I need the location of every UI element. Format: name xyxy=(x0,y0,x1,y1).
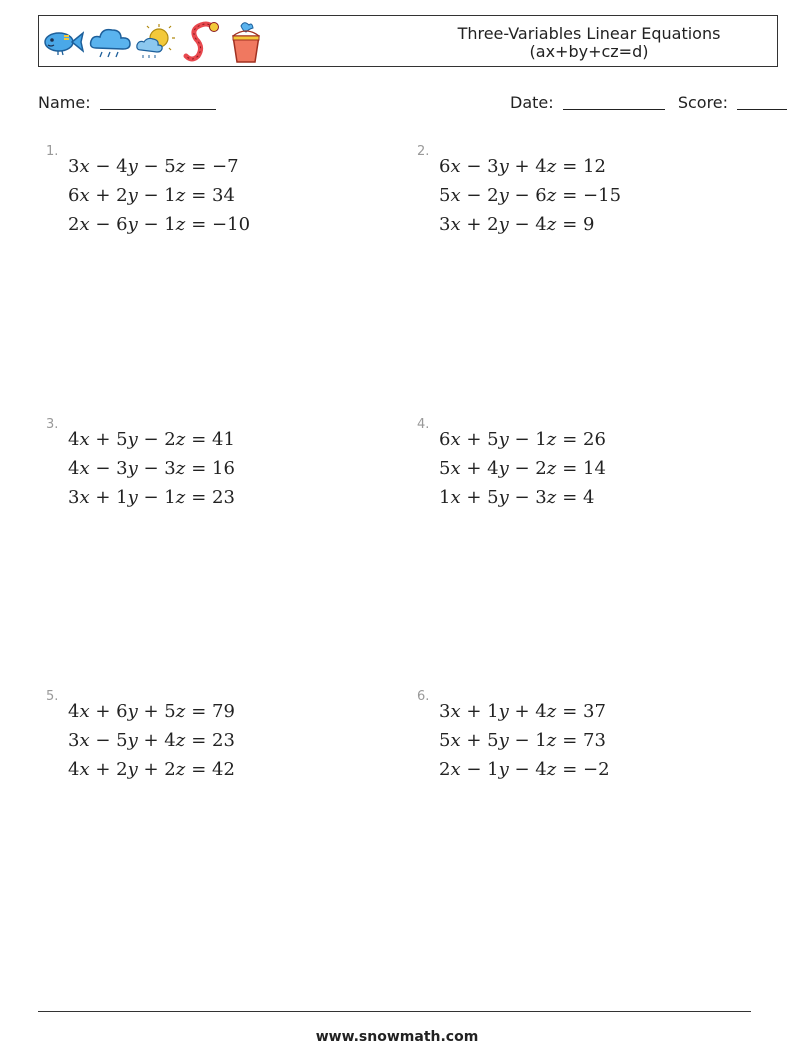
coefficient: + 2 xyxy=(89,759,128,780)
coefficient: − 1 xyxy=(137,185,176,206)
equation-lhs xyxy=(68,697,185,726)
variable: z xyxy=(546,701,557,722)
equation-lhs xyxy=(439,483,556,512)
coefficient: + 1 xyxy=(89,487,128,508)
variable: x xyxy=(79,487,90,508)
coefficient: − 3 xyxy=(508,487,547,508)
variable: x xyxy=(79,214,90,235)
equation-system xyxy=(68,152,250,239)
equation-system xyxy=(439,425,606,512)
equation-rhs: = 26 xyxy=(562,429,606,450)
bucket-icon xyxy=(228,20,264,64)
variable: z xyxy=(175,730,186,751)
equation-lhs xyxy=(439,181,556,210)
coefficient: + 2 xyxy=(89,185,128,206)
variable: y xyxy=(498,214,509,235)
equation-rhs: = 42 xyxy=(191,759,235,780)
problem-number: 4. xyxy=(417,417,430,432)
coefficient: − 6 xyxy=(89,214,128,235)
coefficient: − 3 xyxy=(137,458,176,479)
equation-rhs: = −10 xyxy=(191,214,251,235)
coefficient: − 4 xyxy=(508,214,547,235)
fish-icon xyxy=(42,24,84,58)
equation-row xyxy=(68,181,250,210)
equation-row xyxy=(439,210,621,239)
coefficient: 6 xyxy=(439,429,451,450)
variable: y xyxy=(127,759,138,780)
coefficient: 3 xyxy=(68,156,80,177)
variable: y xyxy=(127,429,138,450)
problem-2 xyxy=(417,144,757,254)
variable: y xyxy=(127,701,138,722)
equation-system xyxy=(439,697,610,784)
equation-lhs xyxy=(439,726,556,755)
coefficient: + 1 xyxy=(460,701,499,722)
variable: x xyxy=(450,185,461,206)
variable: x xyxy=(79,730,90,751)
variable: z xyxy=(546,458,557,479)
coefficient: + 4 xyxy=(508,701,547,722)
worksheet-title: Three-Variables Linear Equations xyxy=(457,24,721,43)
coefficient: 2 xyxy=(68,214,80,235)
equation-rhs: = −2 xyxy=(562,759,610,780)
variable: z xyxy=(175,185,186,206)
name-row xyxy=(38,93,216,112)
coefficient: 4 xyxy=(68,759,80,780)
score-blank[interactable] xyxy=(737,93,787,110)
equation-rhs: = 73 xyxy=(562,730,606,751)
coefficient: 3 xyxy=(68,730,80,751)
header-icons xyxy=(42,20,272,64)
variable: y xyxy=(127,487,138,508)
equation-rhs: = 9 xyxy=(562,214,595,235)
equation-lhs xyxy=(439,152,556,181)
equation-lhs xyxy=(68,210,185,239)
date-label: Date: xyxy=(510,93,554,112)
variable: z xyxy=(175,429,186,450)
name-label: Name: xyxy=(38,93,91,112)
coefficient: 4 xyxy=(68,458,80,479)
variable: y xyxy=(498,185,509,206)
variable: z xyxy=(546,429,557,450)
equation-row xyxy=(439,697,610,726)
problem-number: 3. xyxy=(46,417,59,432)
problem-number: 5. xyxy=(46,689,59,704)
problem-1 xyxy=(46,144,386,254)
coefficient: − 4 xyxy=(508,759,547,780)
coefficient: − 6 xyxy=(508,185,547,206)
variable: z xyxy=(546,730,557,751)
variable: x xyxy=(450,429,461,450)
equation-lhs xyxy=(439,210,556,239)
problem-number: 6. xyxy=(417,689,430,704)
variable: x xyxy=(79,701,90,722)
variable: y xyxy=(127,156,138,177)
rain-cloud-icon xyxy=(88,24,134,60)
equation-rhs: = 23 xyxy=(191,487,235,508)
equation-rhs: = 16 xyxy=(191,458,235,479)
equation-row xyxy=(439,152,621,181)
coefficient: + 5 xyxy=(137,701,176,722)
variable: z xyxy=(175,458,186,479)
coefficient: 3 xyxy=(439,214,451,235)
variable: x xyxy=(450,214,461,235)
variable: y xyxy=(498,156,509,177)
equation-row xyxy=(439,454,606,483)
variable: y xyxy=(498,701,509,722)
coefficient: + 4 xyxy=(508,156,547,177)
coefficient: 3 xyxy=(439,701,451,722)
coefficient: + 2 xyxy=(137,759,176,780)
variable: x xyxy=(450,487,461,508)
coefficient: 2 xyxy=(439,759,451,780)
problem-6 xyxy=(417,689,757,799)
coefficient: − 1 xyxy=(137,487,176,508)
coefficient: − 2 xyxy=(460,185,499,206)
variable: z xyxy=(546,214,557,235)
coefficient: + 2 xyxy=(460,214,499,235)
coefficient: + 5 xyxy=(460,429,499,450)
worm-icon xyxy=(182,20,220,64)
problem-5 xyxy=(46,689,386,799)
variable: x xyxy=(79,185,90,206)
variable: x xyxy=(450,701,461,722)
variable: y xyxy=(498,730,509,751)
coefficient: 5 xyxy=(439,458,451,479)
variable: x xyxy=(79,759,90,780)
problem-4 xyxy=(417,417,757,527)
footer-divider xyxy=(38,1011,751,1012)
name-blank[interactable] xyxy=(100,93,216,110)
equation-lhs xyxy=(68,483,185,512)
equation-row xyxy=(68,454,235,483)
variable: x xyxy=(450,156,461,177)
variable: y xyxy=(498,458,509,479)
equation-row xyxy=(439,181,621,210)
equation-system xyxy=(68,425,235,512)
problem-3 xyxy=(46,417,386,527)
equation-lhs xyxy=(68,181,185,210)
variable: z xyxy=(546,759,557,780)
coefficient: − 2 xyxy=(137,429,176,450)
coefficient: 5 xyxy=(439,185,451,206)
coefficient: + 5 xyxy=(460,730,499,751)
coefficient: 1 xyxy=(439,487,451,508)
variable: y xyxy=(498,759,509,780)
equation-row xyxy=(68,697,235,726)
equation-rhs: = −15 xyxy=(562,185,622,206)
worksheet-header xyxy=(38,15,778,67)
date-score-row xyxy=(510,93,787,112)
coefficient: 5 xyxy=(439,730,451,751)
problem-number: 1. xyxy=(46,144,59,159)
coefficient: + 5 xyxy=(89,429,128,450)
equation-rhs: = 34 xyxy=(191,185,235,206)
equation-rhs: = −7 xyxy=(191,156,239,177)
coefficient: − 4 xyxy=(89,156,128,177)
equation-lhs xyxy=(439,755,556,784)
equation-lhs xyxy=(68,755,185,784)
equation-row xyxy=(439,726,610,755)
coefficient: + 5 xyxy=(460,487,499,508)
coefficient: + 6 xyxy=(89,701,128,722)
score-label: Score: xyxy=(677,93,729,112)
coefficient: − 1 xyxy=(508,429,547,450)
coefficient: − 2 xyxy=(508,458,547,479)
variable: z xyxy=(546,185,557,206)
variable: y xyxy=(498,487,509,508)
variable: z xyxy=(175,487,186,508)
problem-number: 2. xyxy=(417,144,430,159)
variable: y xyxy=(127,185,138,206)
coefficient: 4 xyxy=(68,701,80,722)
equation-lhs xyxy=(68,454,185,483)
equation-row xyxy=(439,483,606,512)
equation-system xyxy=(68,697,235,784)
footer-website: www.snowmath.com xyxy=(315,1029,479,1045)
coefficient: − 5 xyxy=(89,730,128,751)
coefficient: − 1 xyxy=(508,730,547,751)
variable: y xyxy=(127,730,138,751)
date-blank[interactable] xyxy=(563,93,665,110)
equation-rhs: = 12 xyxy=(562,156,606,177)
equation-lhs xyxy=(439,454,556,483)
variable: z xyxy=(546,156,557,177)
coefficient: − 1 xyxy=(137,214,176,235)
equation-rhs: = 79 xyxy=(191,701,235,722)
coefficient: − 5 xyxy=(137,156,176,177)
equation-lhs xyxy=(68,425,185,454)
variable: y xyxy=(127,458,138,479)
coefficient: 3 xyxy=(68,487,80,508)
variable: x xyxy=(450,730,461,751)
variable: z xyxy=(175,759,186,780)
variable: x xyxy=(79,429,90,450)
equation-row xyxy=(68,726,235,755)
equation-rhs: = 4 xyxy=(562,487,595,508)
equation-row xyxy=(68,210,250,239)
equation-row xyxy=(68,755,235,784)
equation-rhs: = 14 xyxy=(562,458,606,479)
equation-lhs xyxy=(68,726,185,755)
coefficient: − 3 xyxy=(89,458,128,479)
coefficient: − 3 xyxy=(460,156,499,177)
variable: x xyxy=(79,156,90,177)
variable: z xyxy=(175,214,186,235)
coefficient: + 4 xyxy=(137,730,176,751)
sun-cloud-icon xyxy=(135,22,177,62)
variable: x xyxy=(450,759,461,780)
equation-row xyxy=(68,483,235,512)
equation-row xyxy=(439,755,610,784)
variable: z xyxy=(546,487,557,508)
variable: z xyxy=(175,156,186,177)
coefficient: 6 xyxy=(439,156,451,177)
coefficient: 4 xyxy=(68,429,80,450)
equation-rhs: = 23 xyxy=(191,730,235,751)
equation-lhs xyxy=(68,152,185,181)
equation-rhs: = 41 xyxy=(191,429,235,450)
equation-system xyxy=(439,152,621,239)
worksheet-subtitle: (ax+by+cz=d) xyxy=(529,42,649,61)
equation-row xyxy=(439,425,606,454)
variable: x xyxy=(450,458,461,479)
title-block xyxy=(369,25,794,61)
equation-row xyxy=(68,425,235,454)
equation-rhs: = 37 xyxy=(562,701,606,722)
equation-row xyxy=(68,152,250,181)
variable: x xyxy=(79,458,90,479)
coefficient: − 1 xyxy=(460,759,499,780)
coefficient: + 4 xyxy=(460,458,499,479)
variable: y xyxy=(498,429,509,450)
variable: y xyxy=(127,214,138,235)
equation-lhs xyxy=(439,425,556,454)
equation-lhs xyxy=(439,697,556,726)
variable: z xyxy=(175,701,186,722)
coefficient: 6 xyxy=(68,185,80,206)
